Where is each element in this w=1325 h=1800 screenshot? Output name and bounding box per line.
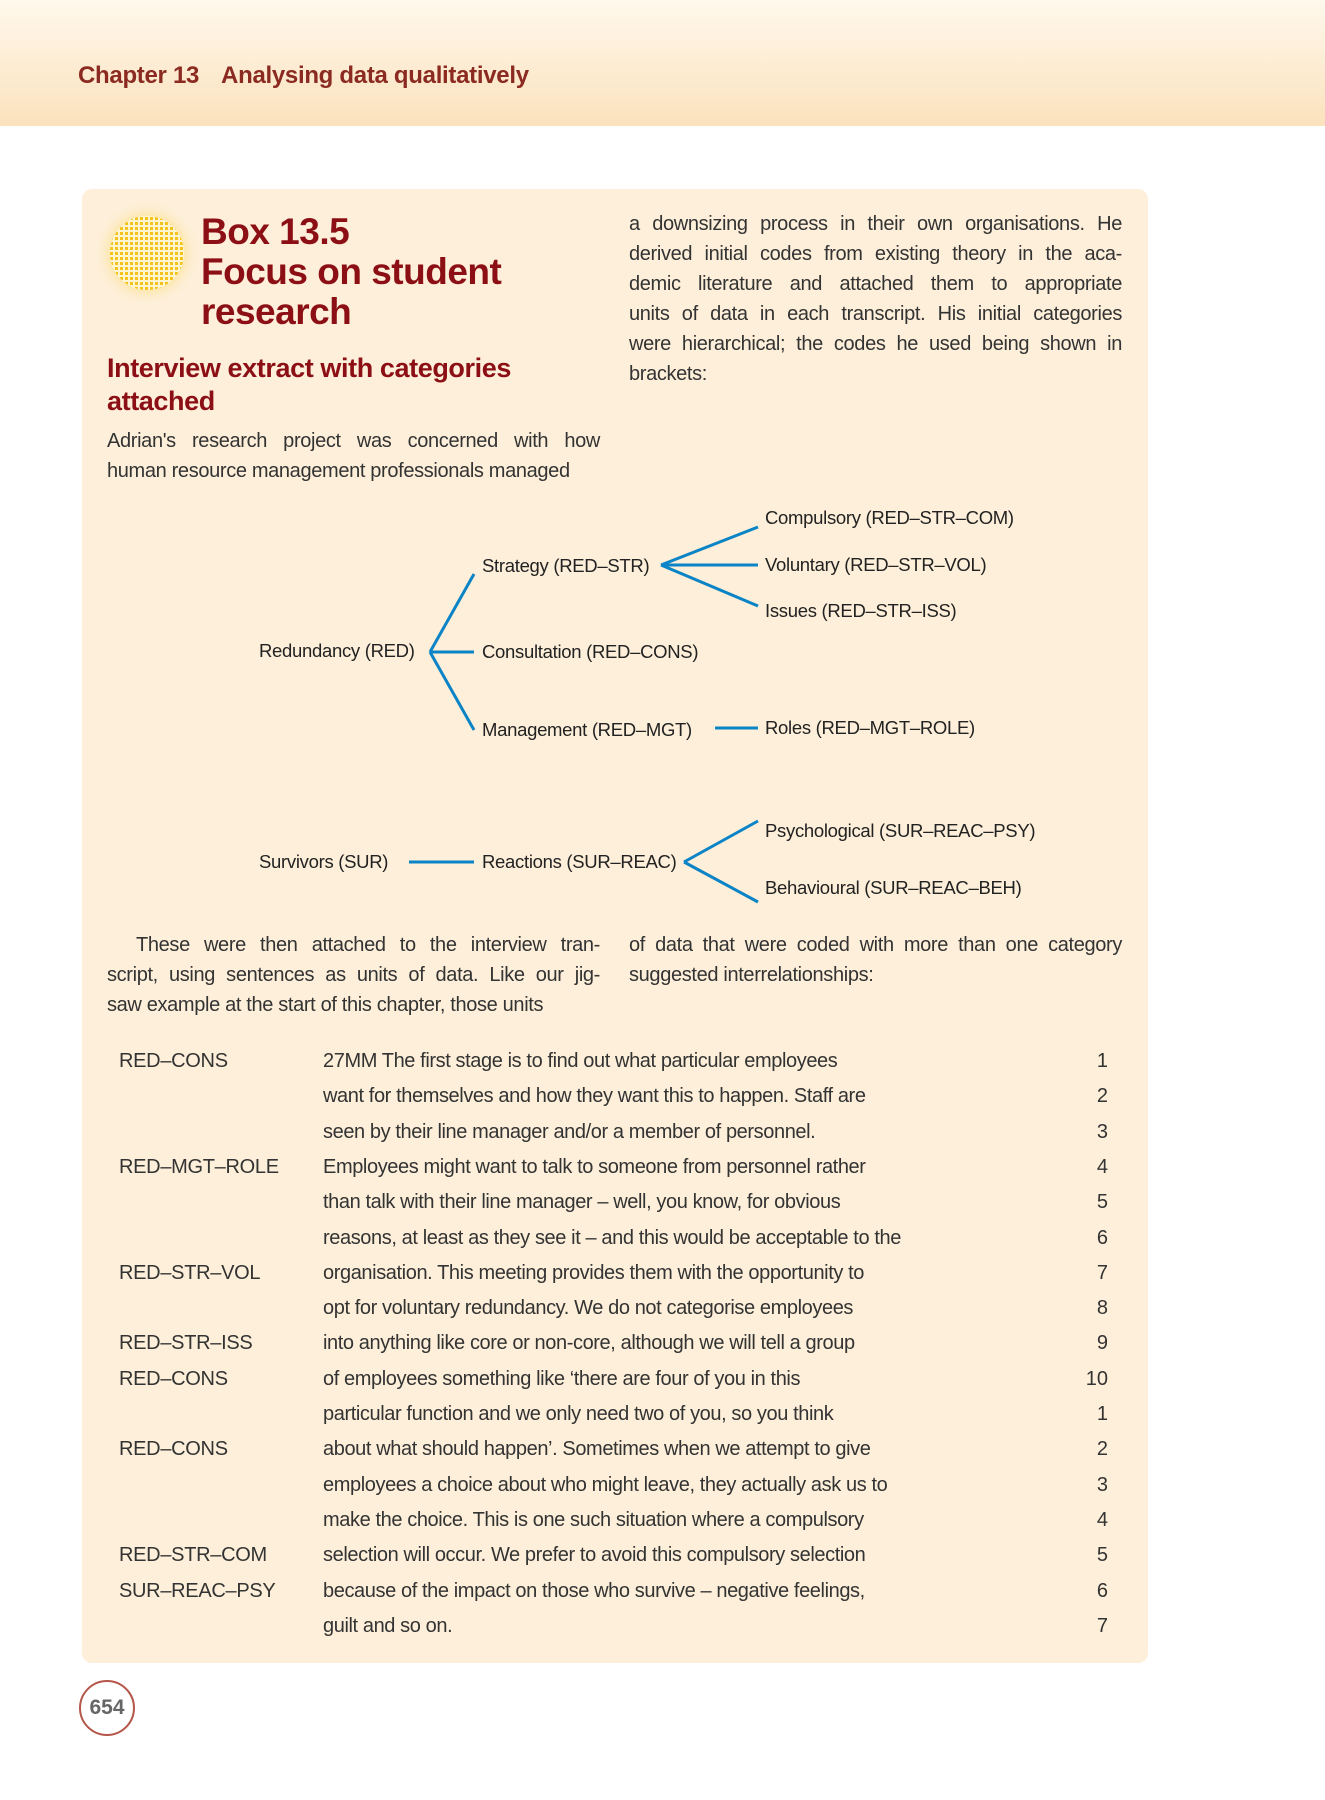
row-line-number: 6: [1096, 1226, 1108, 1249]
intro-paragraph-line: Adrian's research project was concerned with how: [107, 430, 600, 452]
intro-paragraph-line: were hierarchical; the codes he used being shown in: [629, 333, 1122, 355]
row-code: RED–CONS: [119, 1438, 228, 1461]
row-text: guilt and so on.: [323, 1614, 453, 1637]
row-line-number: 3: [1096, 1473, 1108, 1496]
row-code: RED–STR–COM: [119, 1544, 267, 1567]
row-line-number: 6: [1096, 1579, 1108, 1602]
connector-str-to-issues: [661, 565, 758, 606]
row-text: seen by their line manager and/or a member of personnel.: [323, 1120, 816, 1143]
node-issues: Issues (RED–STR–ISS): [765, 600, 957, 621]
connector-reac-to-psychological: [684, 821, 758, 862]
row-line-number: 1: [1096, 1403, 1108, 1425]
node-behavioural: Behavioural (SUR–REAC–BEH): [765, 877, 1022, 898]
connector-red-to-strategy: [430, 574, 474, 652]
row-text: particular function and we only need two of you, so you think: [323, 1403, 834, 1425]
row-line-number: 10: [1085, 1367, 1108, 1390]
row-line-number: 1: [1096, 1050, 1108, 1072]
row-text: of employees something like ‘there are four of you in this: [323, 1367, 801, 1390]
node-compulsory: Compulsory (RED–STR–COM): [765, 507, 1014, 528]
row-text: into anything like core or non-core, although we will tell a group: [323, 1332, 855, 1355]
row-code: RED–CONS: [119, 1050, 228, 1072]
outro-paragraph-line: saw example at the start of this chapter, those units: [107, 994, 544, 1016]
outro-paragraph-line: script, using sentences as units of data. Like our jig-: [107, 964, 600, 986]
intro-paragraph-line: a downsizing process in their own organisations. He: [629, 213, 1122, 235]
row-line-number: 2: [1096, 1438, 1108, 1461]
row-line-number: 9: [1096, 1332, 1108, 1355]
chapter-number: Chapter 13: [78, 62, 200, 89]
page-number: 654: [79, 1680, 135, 1736]
intro-paragraph-line: brackets:: [629, 363, 707, 385]
row-text: 27MM The first stage is to find out what particular employees: [323, 1050, 838, 1072]
connector-str-to-compulsory: [661, 527, 758, 565]
box-title-line: Box 13.5: [201, 211, 350, 252]
intro-paragraph-line: demic literature and attached them to appropriate: [629, 273, 1122, 295]
node-consultation: Consultation (RED–CONS): [482, 641, 699, 662]
node-redundancy: Redundancy (RED): [259, 640, 415, 661]
row-code: RED–STR–VOL: [119, 1261, 261, 1284]
row-code: RED–CONS: [119, 1367, 228, 1390]
intro-paragraph-line: derived initial codes from existing theory in the aca-: [629, 243, 1122, 265]
row-code: RED–MGT–ROLE: [119, 1155, 279, 1178]
row-text: than talk with their line manager – well, you know, for obvious: [323, 1191, 841, 1214]
box-subheading: Interview extract with categories: [107, 353, 511, 383]
chapter-title: Analysing data qualitatively: [221, 62, 529, 89]
row-line-number: 4: [1096, 1155, 1108, 1178]
row-code: RED–STR–ISS: [119, 1332, 253, 1355]
node-reactions: Reactions (SUR–REAC): [482, 851, 677, 872]
row-line-number: 3: [1096, 1120, 1108, 1143]
outro-paragraph-line: of data that were coded with more than one category: [629, 934, 1122, 956]
row-text: selection will occur. We prefer to avoid this compulsory selection: [323, 1544, 866, 1567]
row-text: reasons, at least as they see it – and this would be acceptable to the: [323, 1226, 901, 1249]
row-text: because of the impact on those who survive – negative feelings,: [323, 1579, 865, 1602]
row-text: make the choice. This is one such situation where a compulsory: [323, 1508, 864, 1531]
row-code: SUR–REAC–PSY: [119, 1579, 276, 1602]
box-subheading: attached: [107, 386, 215, 416]
row-text: opt for voluntary redundancy. We do not categorise employees: [323, 1297, 854, 1320]
box-title-line: Focus on student: [201, 251, 502, 292]
node-voluntary: Voluntary (RED–STR–VOL): [765, 554, 987, 575]
box-title-line: research: [201, 291, 352, 332]
outro-paragraph-line: suggested interrelationships:: [629, 964, 874, 986]
node-roles: Roles (RED–MGT–ROLE): [765, 717, 975, 738]
outro-paragraph-line: These were then attached to the interview tran-: [136, 934, 600, 956]
row-line-number: 7: [1096, 1261, 1108, 1284]
connector-red-to-management: [430, 652, 474, 730]
row-text: want for themselves and how they want this to happen. Staff are: [323, 1085, 866, 1108]
intro-paragraph-line: units of data in each transcript. His initial categories: [629, 303, 1122, 325]
row-line-number: 2: [1096, 1085, 1108, 1108]
row-line-number: 8: [1096, 1297, 1108, 1320]
row-line-number: 5: [1096, 1544, 1108, 1567]
row-text: organisation. This meeting provides them with the opportunity to: [323, 1261, 865, 1284]
row-line-number: 4: [1096, 1508, 1108, 1531]
row-line-number: 5: [1096, 1191, 1108, 1214]
row-text: employees a choice about who might leave, they actually ask us to: [323, 1473, 888, 1496]
row-text: Employees might want to talk to someone from personnel rather: [323, 1155, 866, 1178]
node-psychological: Psychological (SUR–REAC–PSY): [765, 820, 1036, 841]
connector-reac-to-behavioural: [684, 862, 758, 902]
row-text: about what should happen’. Sometimes when we attempt to give: [323, 1438, 871, 1461]
node-strategy: Strategy (RED–STR): [482, 555, 650, 576]
node-survivors: Survivors (SUR): [259, 851, 389, 872]
intro-paragraph-line: human resource management professionals managed: [107, 460, 570, 482]
row-line-number: 7: [1096, 1614, 1108, 1637]
node-management: Management (RED–MGT): [482, 719, 692, 740]
